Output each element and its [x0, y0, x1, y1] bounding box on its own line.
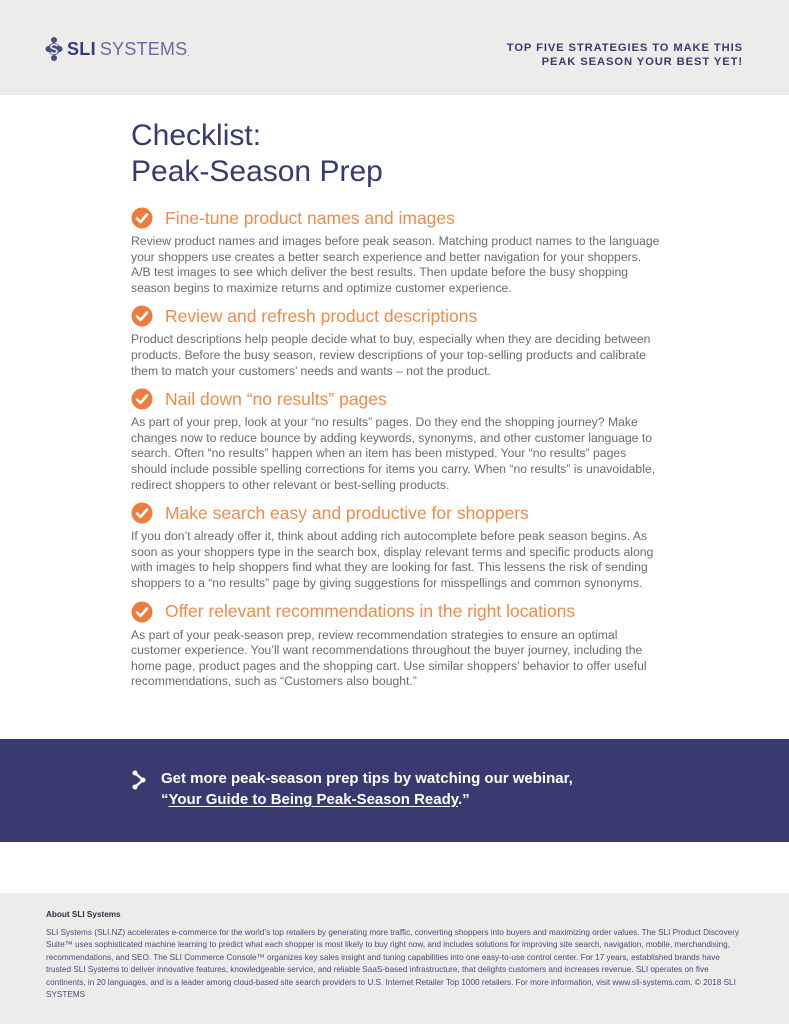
about-footer: [0, 893, 789, 1024]
section-body: Product descriptions help people decide what to buy, especially when they are deciding between products. Before the busy season, review descriptions of your top-selling products and calibrate them to match your customers’ needs and wants – not the product.: [131, 332, 651, 378]
webinar-link[interactable]: Your Guide to Being Peak-Season Ready: [168, 791, 459, 808]
checklist-content: [131, 118, 661, 690]
page-header: [0, 0, 789, 95]
section-body: As part of your peak-season prep, review recommendation strategies to ensure an optimal customer experience. You’ll want recommendations throughout the buyer journey, including the home page, product pages and the shopping cart. Use similar shoppers’ behavior to offer useful recommendations, such as “Customers also bought.”: [131, 627, 647, 689]
section-body: Review product names and images before peak season. Matching product names to the language your shoppers use creates a better search experience and better navigation for your shoppers. A/B test images to see which deliver the best results. Then update before the busy shopping season begins to maximize returns and optimize customer experience.: [131, 234, 660, 295]
section-title: Offer relevant recommendations in the right locations: [165, 601, 576, 621]
sli-systems-logo: [45, 36, 190, 62]
section-title: Review and refresh product descriptions: [165, 305, 478, 326]
section-title: Make search easy and productive for shoppers: [165, 502, 529, 523]
orange-check-icon: [131, 207, 153, 229]
orange-check-icon: [131, 601, 153, 623]
orange-check-icon: [131, 388, 153, 410]
orange-check-icon: [131, 305, 153, 327]
section-title: Fine-tune product names and images: [165, 207, 455, 228]
logo-text-sli: SLI: [67, 38, 96, 59]
banner-line-2: [161, 789, 573, 810]
logo-dot: .: [187, 49, 190, 58]
banner-line-1: Get more peak-season prep tips by watching our webinar,: [161, 770, 573, 787]
webinar-banner: [0, 739, 789, 842]
section-title: Nail down “no results” pages: [165, 388, 387, 409]
checklist-item-no-results: [131, 385, 661, 493]
checklist-item-product-descriptions: [131, 302, 661, 379]
tagline-line-2: PEAK SEASON YOUR BEST YET!: [541, 56, 743, 68]
checklist-item-search: [131, 499, 661, 591]
footer-title: About SLI Systems: [46, 910, 121, 919]
logo-text-systems: SYSTEMS: [99, 38, 188, 59]
footer-body: SLI Systems (SLI.NZ) accelerates e-commerce for the world’s top retailers by generating more traffic, converting shoppers into buyers and maximizing order values. The SLI Product Discovery Suite™ uses sophisticated machine learning to predict what each shopper is most likely to buy right now, and includes solutions for improving site search, navigation, mobile, merchandising, recommendations, and SEO. The SLI Commerce Console™ organizes key sales insight and tuning capabilities into one easy-to-use control center. For 17 years, established brands have trusted SLI Systems to deliver innovative features, knowledgeable service, and reliable SaaS-based infrastructure, that delights customers and increases revenue. SLI operates on five continents, in 20 languages, and is a leader among cloud-based site search providers to U.S. Internet Retailer Top 1000 retailers. For more information, visit www.sli-systems.com. © 2018 SLI SYSTEMS: [46, 928, 740, 1000]
header-tagline: [507, 41, 743, 69]
section-body: As part of your prep, look at your “no results” pages. Do they end the shopping journey? Make changes now to reduce bounce by adding keywords, synonyms, and other customer language to search. Often “no results” happen when an item has been mistyped. Your “no results” pages should include possible spelling corrections for items you carry. When “no results” is unavoidable, redirect shoppers to other relevant or best-selling products.: [131, 415, 656, 492]
sli-logo-mark-icon: [45, 36, 63, 62]
tagline-line-1: TOP FIVE STRATEGIES TO MAKE THIS: [506, 42, 743, 54]
open-quote: “: [161, 791, 169, 808]
banner-text: [161, 768, 573, 810]
page-title: [131, 118, 661, 190]
title-line-2: Peak-Season Prep: [131, 155, 383, 188]
orange-check-icon: [131, 502, 153, 524]
title-line-1: Checklist:: [131, 119, 262, 152]
section-body: If you don’t already offer it, think about adding rich autocomplete before peak season begins. As soon as your shoppers type in the search box, display relevant terms and specific products along with images to help shoppers find what they are looking for fast. This lessens the risk of sending shoppers to a “no results” page by giving suggestions for misspellings and common synonyms.: [131, 529, 654, 590]
checklist-item-recommendations: [131, 598, 661, 690]
close-quote: .”: [458, 791, 470, 808]
checklist-item-product-names: [131, 204, 661, 296]
share-arrow-icon: [131, 769, 147, 791]
